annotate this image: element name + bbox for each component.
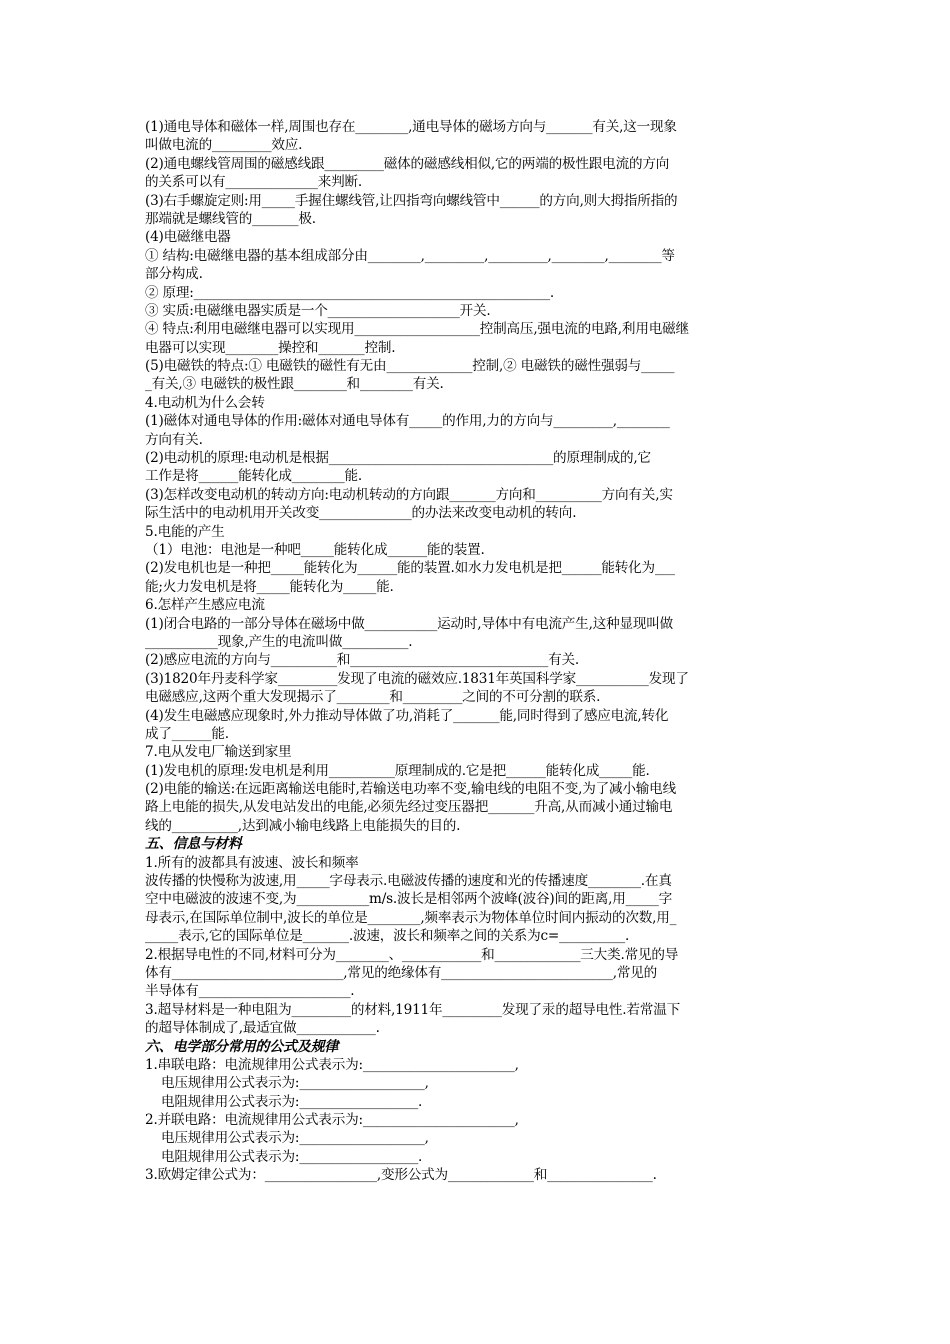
text-line: ___________现象,产生的电流叫做__________. [145,633,413,650]
text-line: ③ 实质:电磁继电器实质是一个____________________开关. [145,302,491,319]
text-line: 电压规律用公式表示为:___________________, [161,1130,429,1147]
text-line: 电器可以实现________操控和_______控制. [145,339,396,356]
text-line: (2)发电机也是一种把_____能转化为______能的装置.如水力发电机是把______能转化为___ [145,560,675,577]
text-line: (2)感应电流的方向与__________和______________________________有关. [145,652,579,669]
text-line: 电阻规律用公式表示为:__________________. [161,1093,423,1110]
text-line: 4.电动机为什么会转 [145,394,265,411]
text-line: (2)电能的输送:在远距离输送电能时,若输送电功率不变,输电线的电阻不变,为了减小输电线 [145,781,676,798]
text-line: 那端就是螺线管的_______极. [145,210,316,227]
text-line: 母表示,在国际单位制中,波长的单位是________,频率表示为物体单位时间内振动的次数,用_ [145,909,677,926]
text-line: 2.并联电路：电流规律用公式表示为:_______________________, [145,1112,519,1129]
text-line: 工作是将______能转化成________能. [145,468,363,485]
text-line: 3.欧姆定律公式为：_________________,变形公式为_____________和________________. [145,1167,657,1184]
text-line: ④ 特点:利用电磁继电器可以实现用___________________控制高压,强电流的电路,利用电磁继 [145,321,689,338]
text-line: 1.串联电路：电流规律用公式表示为:_______________________, [145,1056,519,1073]
text-line: 5.电能的产生 [145,523,225,540]
text-line: (1)磁体对通电导体的作用:磁体对通电导体有_____的作用,力的方向与_________,________ [145,413,670,430]
text-line: 叫做电流的_________效应. [145,137,303,154]
text-line: (2)电动机的原理:电动机是根据__________________________________的原理制成的,它 [145,450,651,467]
text-line: 际生活中的电动机用开关改变______________的办法来改变电动机的转向. [145,505,577,522]
text-line: (4)电磁继电器 [145,229,231,246]
text-line: (3)怎样改变电动机的转动方向:电动机转动的方向跟_______方向和__________方向有关,实 [145,486,673,503]
text-line: 1.所有的波都具有波速、波长和频率 [145,854,359,871]
text-line: 的超导体制成了,最适宜做____________. [145,1020,380,1037]
text-line: 的关系可以有______________来判断. [145,174,363,191]
text-line: 体有__________________________,常见的绝缘体有__________________________,常见的 [145,964,658,981]
text-line: (1)闭合电路的一部分导体在磁场中做___________运动时,导体中有电流产生,这种显现叫做 [145,615,674,632]
text-line: (3)右手螺旋定则:用_____手握住螺线管,让四指弯向螺线管中______的方向,则大拇指所指的 [145,192,678,209]
text-line: (1)通电导体和磁体一样,周围也存在________,通电导体的磁场方向与_______有关,这一现象 [145,119,677,135]
section-heading: 五、信息与材料 [145,836,242,853]
text-line: 电压规律用公式表示为:___________________, [161,1075,429,1092]
text-line: (2)通电螺线管周围的磁感线跟_________磁体的磁感线相似,它的两端的极性跟电流的方向 [145,155,670,172]
document-body [145,118,805,1185]
text-line: ① 结构:电磁继电器的基本组成部分由________,_________,_________,________,________等 [145,247,675,264]
text-line: 3.超导材料是一种电阻为_________的材料,1911年_________发现了汞的超导电性.若常温下 [145,1001,680,1018]
text-line: 线的__________,达到减小输电线路上电能损失的目的. [145,817,461,834]
text-line: (3)1820年丹麦科学家_________发现了电流的磁效应.1831年英国科学家___________发现了 [145,670,689,687]
text-line: 空中电磁波的波速不变,为___________m/s.波长是相邻两个波峰(波谷)间的距离,用_____字 [145,891,672,908]
text-line: 半导体有_______________________. [145,983,355,1000]
text-line: 能;火力发电机是将_____能转化为_____能. [145,578,394,595]
text-line: (1)发电机的原理:发电机是利用__________原理制成的.它是把______能转化成_____能. [145,762,650,779]
text-line: （1）电池：电池是一种吧_____能转化成______能的装置. [145,541,485,558]
text-line: (4)发生电磁感应现象时,外力推动导体做了功,消耗了_______能,同时得到了感应电流,转化 [145,707,669,724]
text-line: 波传播的快慢称为波速,用_____字母表示.电磁波传播的速度和光的传播速度________.在真 [145,873,672,890]
text-line: 2.根据导电性的不同,材料可分为________、____________和_____________三大类.常见的导 [145,946,679,963]
text-line: _____表示,它的国际单位是_______.波速，波长和频率之间的关系为c=__________. [145,928,630,945]
text-line: 成了______能. [145,725,229,742]
text-line: _有关,③ 电磁铁的极性跟________和________有关. [145,376,444,393]
text-line: ② 原理:______________________________________________________. [145,284,555,301]
text-line: (5)电磁铁的特点:① 电磁铁的磁性有无由_____________控制,② 电磁铁的磁性强弱与_____ [145,358,675,375]
text-line: 方向有关. [145,431,203,448]
text-line: 电磁感应,这两个重大发现揭示了________和_________之间的不可分割的联系. [145,689,601,706]
text-line: 路上电能的损失,从发电站发出的电能,必须先经过变压器把_______升高,从而减小通过输电 [145,799,673,816]
text-line: 7.电从发电厂输送到家里 [145,744,292,761]
text-line: 部分构成. [145,266,203,283]
text-line: 电阻规律用公式表示为:__________________. [161,1148,423,1165]
text-line: 6.怎样产生感应电流 [145,597,265,614]
section-heading: 六、电学部分常用的公式及规律 [145,1038,339,1055]
